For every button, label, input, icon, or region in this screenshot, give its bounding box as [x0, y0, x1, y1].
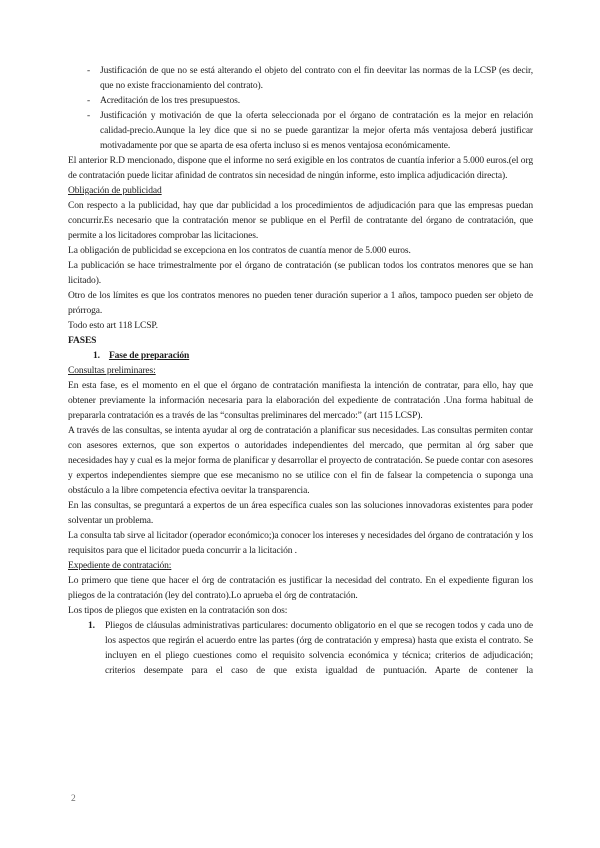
paragraph-publicidad-2: La obligación de publicidad se excepciona en los contratos de cuantía menor de 5.000 euros.: [68, 246, 411, 256]
numbered-item-text: Pliegos de cláusulas administrativas particulares: documento obligatorio en el que se recogen todos y cada uno de los aspectos que regirán el acuerdo entre las partes (órg de contratación y empresa) hasta que exista el contrato. Se incluyen en el pliego cuestiones como el requisito solvencia económica y técnica; criterios de adjudicación; criterios desempate para el caso de que exista igualdad de puntuación. Aparte de contener la: [105, 621, 533, 676]
bullet-list: [68, 64, 533, 154]
paragraph-pliegos-intro: Los tipos de pliegos que existen en la contratación son dos:: [68, 606, 288, 616]
section-heading-publicidad: Obligación de publicidad: [68, 186, 162, 196]
paragraph-publicidad-3: La publicación se hace trimestralmente por el órgano de contratación (se publican todos los contratos menores que se han licitado).: [68, 261, 533, 286]
paragraph-consultas-3: En las consultas, se preguntará a expertos de un área específica cuales son las soluciones innovadoras existentes para poder solventar un problema.: [68, 501, 533, 526]
bullet-text: Acreditación de los tres presupuestos.: [100, 96, 240, 106]
paragraph-publicidad-4: Otro de los límites es que los contratos menores no pueden tener duración superior a 1 años, tampoco pueden ser objeto de prórroga.: [68, 291, 533, 316]
paragraph-expediente-1: Lo primero que tiene que hacer el órg de contratación es justificar la necesidad del contrato. En el expediente figuran los pliegos de la contratación (ley del contrato).Lo aprueba el órg de contratación.: [68, 576, 533, 601]
list-number: 1.: [93, 351, 100, 361]
page-number: 2: [71, 794, 76, 804]
dash-bullet-icon: -: [87, 111, 91, 121]
paragraph-consultas-4: La consulta tab sirve al licitador (operador económico;)a conocer los intereses y necesidades del órgano de contratación y los requisitos para que el licitador pueda concurrir a la licitación .: [68, 531, 533, 556]
paragraph-consultas-1: En esta fase, es el momento en el que el órgano de contratación manifiesta la intención de contratar, para ello, hay que obtener previamente la información necesaria para la elaboración del expediente de contratación .Una forma habitual de prepararla contratación es a través de las “consultas preliminares del mercado:” (art 115 LCSP).: [68, 381, 533, 421]
list-item: [68, 64, 533, 94]
paragraph-publicidad-5: Todo esto art 118 LCSP.: [68, 321, 158, 331]
list-number: 1.: [88, 621, 95, 631]
list-item: [68, 109, 533, 154]
fase-title: Fase de preparación: [108, 351, 190, 361]
numbered-heading-fase-preparacion: [68, 349, 533, 364]
section-heading-fases: FASES: [68, 336, 97, 346]
section-heading-consultas: Consultas preliminares:: [68, 366, 156, 376]
paragraph-consultas-2: A través de las consultas, se intenta ayudar al org de contratación a planificar sus necesidades. Las consultas permiten contar con asesores externos, que son expertos o autoridades independientes del mercado, que permitan al órg saber que necesidades hay y cual es la mejor forma de planificar y desarrollar el proyecto de contratación. Se puede contar con asesores y expertos independientes siempre que ese mecanismo no se utilice con el fin de falsear la competencia o suponga una obstáculo a la libre competencia efectiva oevitar la transparencia.: [68, 426, 533, 496]
bullet-text: Justificación y motivación de que la oferta seleccionada por el órgano de contratación es la mejor en relación calidad-precio.Aunque la ley dice que si no se puede garantizar la mejor oferta más ventajosa deberá justificar motivadamente por que se aparta de esa oferta incluso si es menos ventajosa económicamente.: [100, 111, 533, 151]
list-item: [68, 94, 533, 109]
section-heading-expediente: Expediente de contratación:: [68, 561, 172, 571]
dash-bullet-icon: -: [87, 66, 91, 76]
dash-bullet-icon: -: [87, 96, 91, 106]
bullet-text: Justificación de que no se está alterando el objeto del contrato con el fin deevitar las normas de la LCSP (es decir, que no existe fraccionamiento del contrato).: [100, 66, 533, 91]
numbered-list-item-pliego-1: [68, 619, 533, 679]
paragraph-publicidad-1: Con respecto a la publicidad, hay que dar publicidad a los procedimientos de adjudicación para que las empresas puedan concurrir.Es necesario que la contratación menor se publique en el Perfil de contratante del órgano de contratación, que permite a los licitadores comprobar las licitaciones.: [68, 201, 533, 241]
paragraph-rd-informe: El anterior R.D mencionado, dispone que el informe no será exigible en los contratos de cuantía inferior a 5.000 euros.(el org de contratación puede licitar afinidad de contratos sin necesidad de ningún informe, esto implica adjudicación directa).: [68, 156, 533, 181]
